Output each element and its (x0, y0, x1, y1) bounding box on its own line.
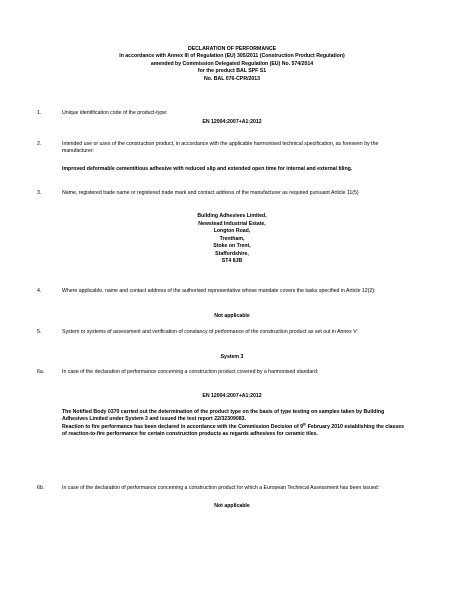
item-number: 1. (37, 110, 42, 116)
address-line: Stoke on Trent, (213, 243, 251, 249)
item-number: 6a. (37, 369, 45, 375)
item-5-answer: System 3 (220, 354, 244, 360)
fire-performance-paragraph (62, 424, 408, 438)
header-number-line: No. BAL 076-CPR/2013 (203, 75, 261, 82)
fire-text-part1: Reaction to fire performance has been declared in accordance with the Commission Decision of 9 (62, 424, 303, 430)
header-product-line: for the product BAL SPF S1 (197, 68, 267, 75)
item-5 (37, 329, 410, 336)
item-6a (37, 369, 410, 376)
item-6b (37, 485, 410, 492)
fire-text-part2: February 2010 establishing the classes of reaction-to-fire performance for certain construction products as regards adhesives for ceramic tiles. (62, 424, 405, 437)
item-text: System or systems of assessment and verification of constancy of performance of the construction product as set out in Annex V: (62, 329, 358, 335)
manufacturer-address (0, 213, 464, 266)
item-1-answer: EN 12004:2007+A1:2012 (202, 119, 262, 125)
address-line: Trentham, (219, 235, 245, 242)
item-1 (37, 110, 410, 117)
address-line: Newstead Industrial Estate, (198, 220, 266, 227)
header-amendment-line: amended by Commission Delegated Regulation (EU) No. 574/2014 (150, 60, 314, 67)
item-6b-answer: Not applicable (214, 503, 250, 509)
item-number: 5. (37, 329, 42, 335)
item-text: Name, registered trade name or registered trade mark and contact address of the manufacturer as required pursuant Article 11(5) (62, 190, 359, 196)
item-number: 2. (37, 141, 42, 147)
item-2-answer: Improved deformable cementitious adhesive with reduced slip and extended open time for internal and external tiling. (62, 166, 353, 172)
item-4-answer: Not applicable (214, 313, 250, 319)
item-number: 6b. (37, 485, 45, 491)
item-number: 3. (37, 190, 42, 196)
item-3 (37, 190, 410, 197)
address-line: ST4 8JB (221, 258, 243, 264)
item-number: 4. (37, 288, 42, 294)
item-text: In case of the declaration of performance concerning a construction product for which a European Technical Assessment has been issued: (62, 485, 380, 491)
header-regulation-line: In accordance with Annex III of Regulation (EU) 305/2011 (Construction Product Regulation) (119, 53, 345, 60)
item-2 (37, 141, 410, 155)
item-text: In case of the declaration of performance concerning a construction product covered by a harmonised standard: (62, 369, 319, 375)
item-text: Unique identification code of the product-type: (62, 110, 168, 116)
address-line: Building Adhesives Limited, (197, 213, 267, 219)
item-4 (37, 288, 410, 295)
item-text: Intended use or uses of the construction product, in accordance with the applicable harmonised technical specification, as foreseen by the manufacturer: (62, 141, 379, 154)
notified-body-paragraph: The Notified Body 0370 carried out the determination of the product type on the basis of type testing on samples taken by Building Adhesives Limited under System 3 and issued the test report 22/32309083. (62, 409, 385, 422)
item-6a-answer: EN 12004:2007+A1:2012 (202, 393, 262, 399)
superscript-th: th (303, 422, 307, 427)
address-line: Longton Road, (213, 228, 251, 234)
document-header (0, 46, 464, 83)
document-title: DECLARATION OF PERFORMANCE (187, 46, 277, 52)
address-line: Staffordshire, (215, 250, 249, 257)
item-text: Where applicable, name and contact address of the authorised representative whose mandate covers the tasks specified in Article 12(2): (62, 288, 376, 294)
